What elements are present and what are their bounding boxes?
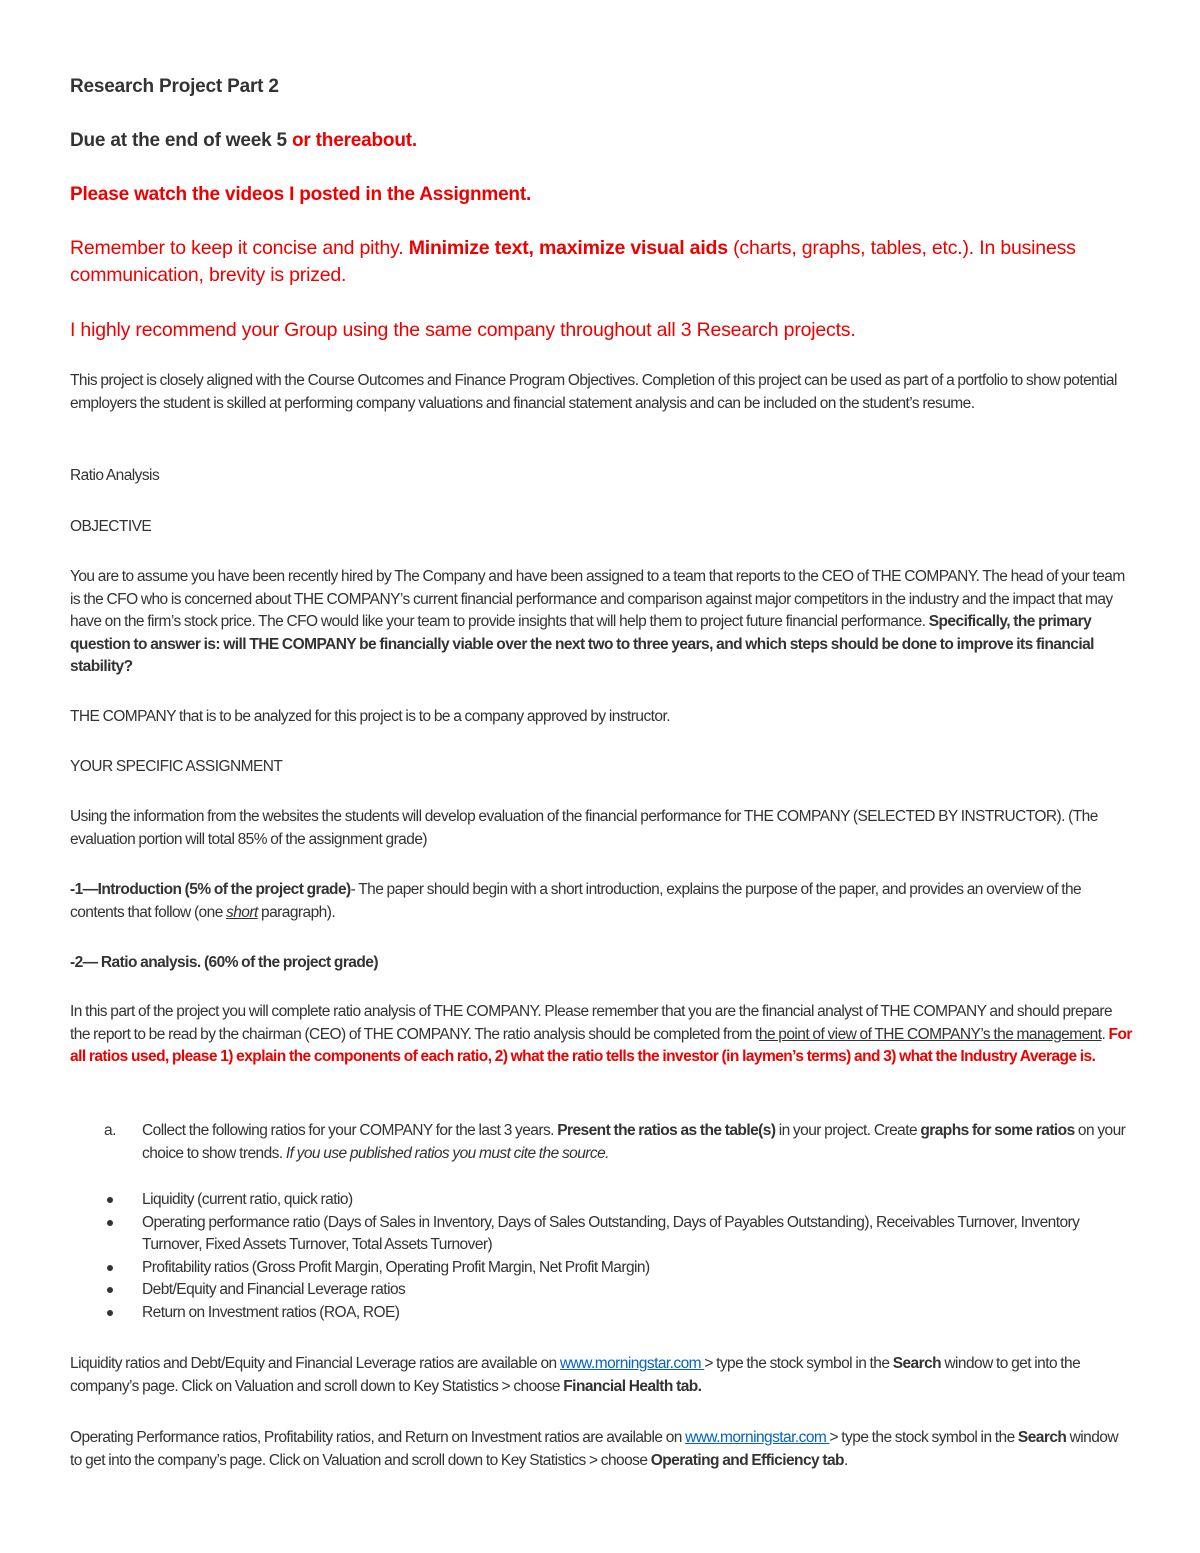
- ratio-analysis-label: Ratio Analysis: [70, 467, 160, 484]
- concise-text-a: Remember to keep it concise and pithy.: [70, 237, 409, 259]
- using-paragraph: Using the information from the websites the students will develop evaluation of the financial performance for THE COMPANY (SELECTED BY INSTRUCTOR). (The evaluation portion will total 85% of the assignment grade): [70, 808, 1098, 848]
- item-a-b2: graphs for some ratios: [920, 1122, 1075, 1139]
- item-a-text: [142, 1120, 1132, 1165]
- intro-paragraph: This project is closely aligned with the Course Outcomes and Finance Program Objectives. Completion of this project can be used as part of a portfolio to show potential employers the student is skilled at performing company valuations and financial statement analysis and can be included on the student’s resume.: [70, 372, 1117, 412]
- liquidity-paragraph: [70, 1353, 1132, 1398]
- concise-text-c: (charts, graphs, tables, etc.). In business communication, brevity is prized.: [70, 237, 1076, 286]
- inthis-text-b: .: [1101, 1025, 1109, 1043]
- item-a-t2: in your project. Create: [775, 1122, 921, 1139]
- recommend-note: I highly recommend your Group using the same company throughout all 3 Research projects.: [70, 319, 856, 341]
- inthis-paragraph: [70, 1001, 1132, 1069]
- item-a-marker: a.: [104, 1122, 116, 1139]
- document-title: Research Project Part 2: [70, 76, 279, 97]
- bullet-text: Operating performance ratio (Days of Sales in Inventory, Days of Sales Outstanding, Days of Payables Outstanding), Receivables Turnover, Inventory Turnover, Fixed Assets Turnover, Total Assets Turnover): [142, 1213, 1080, 1253]
- bullet-text: Return on Investment ratios (ROA, ROE): [142, 1303, 400, 1321]
- item-a-cite-note: If you use published ratios you must cite the source.: [285, 1144, 609, 1162]
- liquidity-text-b: > type the stock symbol in the: [704, 1355, 893, 1372]
- inthis-red-instructions: For all ratios used, please 1) explain the components of each ratio, 2) what the ratio tells the investor (in laymen’s terms) and 3) what the Industry Average is.: [70, 1025, 1132, 1065]
- assignment-heading: YOUR SPECIFIC ASSIGNMENT: [70, 758, 283, 775]
- operating-paragraph: [70, 1427, 1132, 1472]
- liquidity-search-word: Search: [892, 1355, 942, 1372]
- part2-heading-text: -2— Ratio analysis. (60% of the project grade): [70, 954, 378, 971]
- operating-text-a: Operating Performance ratios, Profitability ratios, and Return on Investment ratios are available on: [70, 1429, 686, 1446]
- bullet-text: Profitability ratios (Gross Profit Margin, Operating Profit Margin, Net Profit Margin): [142, 1258, 650, 1276]
- watch-videos-note: Please watch the videos I posted in the Assignment.: [70, 184, 532, 205]
- list-item: [70, 1279, 1132, 1302]
- part1-paragraph: [70, 879, 1132, 924]
- bullet-icon: [107, 1287, 113, 1293]
- morningstar-link[interactable]: www.morningstar.com: [559, 1355, 705, 1372]
- bullet-icon: [107, 1197, 113, 1203]
- objective-question: Specifically, the primary question to answer is: will THE COMPANY be financially viable over the next two to three years, and which steps should be done to improve its financial stability?: [70, 613, 1094, 675]
- operating-text-b: > type the stock symbol in the: [829, 1429, 1018, 1446]
- item-a-t3: on your choice to show trends.: [142, 1122, 1126, 1162]
- company-line: THE COMPANY that is to be analyzed for this project is to be a company approved by instructor.: [70, 708, 671, 725]
- part1-short: short: [226, 903, 258, 921]
- liquidity-text-c: window to get into the company’s page. Click on Valuation and scroll down to Key Statistics > choose: [70, 1355, 1081, 1395]
- concise-bold: Minimize text, maximize visual aids: [408, 237, 728, 259]
- bullet-text: Debt/Equity and Financial Leverage ratios: [142, 1281, 406, 1298]
- part1-heading: -1—Introduction (5% of the project grade): [70, 881, 351, 898]
- item-a-b1: Present the ratios as the table(s): [557, 1122, 776, 1139]
- inthis-underlined: he point of view of THE COMPANY’s the management: [758, 1025, 1102, 1043]
- item-a-t1: Collect the following ratios for your COMPANY for the last 3 years.: [142, 1122, 558, 1139]
- operating-text-d: .: [843, 1451, 848, 1469]
- due-line: [70, 128, 1132, 154]
- ratio-bullet-list: [70, 1189, 1132, 1324]
- bullet-text: Liquidity (current ratio, quick ratio): [142, 1191, 353, 1208]
- list-item: [70, 1189, 1132, 1212]
- part2-heading: [70, 952, 1132, 975]
- concise-note: [70, 235, 1132, 289]
- objective-paragraph: [70, 566, 1132, 679]
- financial-health-tab-label: Financial Health tab.: [563, 1377, 702, 1395]
- bullet-icon: [107, 1220, 113, 1226]
- objective-heading: OBJECTIVE: [70, 518, 152, 535]
- list-item: [70, 1257, 1132, 1280]
- operating-efficiency-tab-label: Operating and Efficiency tab: [650, 1451, 844, 1469]
- objective-text: You are to assume you have been recently hired by The Company and have been assigned to a team that reports to the CEO of THE COMPANY. The head of your team is the CFO who is concerned about THE COMPANY’s current financial performance and comparison against major competitors in the industry and the impact that may have on the firm’s stock price. The CFO would like your team to provide insights that will help them to project future financial performance.: [70, 568, 1125, 630]
- part1-text-a: - The paper should begin with a short introduction, explains the purpose of the paper, and provides an overview of the contents that follow (one: [70, 881, 1082, 921]
- item-a: [104, 1120, 1132, 1165]
- list-item: [70, 1212, 1132, 1257]
- operating-text-c: window to get into the company’s page. Click on Valuation and scroll down to Key Statistics > choose: [70, 1429, 1118, 1469]
- due-red-text: or thereabout.: [292, 130, 417, 151]
- part1-text-b: paragraph).: [257, 903, 336, 921]
- liquidity-text-a: Liquidity ratios and Debt/Equity and Financial Leverage ratios are available on: [70, 1355, 560, 1372]
- bullet-icon: [107, 1310, 113, 1316]
- operating-search-word: Search: [1017, 1429, 1067, 1446]
- list-item: [70, 1302, 1132, 1325]
- due-text: Due at the end of week 5: [70, 130, 292, 151]
- inthis-text-a: In this part of the project you will complete ratio analysis of THE COMPANY. Please remember that you are the financial analyst of THE COMPANY and should prepare the report to be read by the chairman (CEO) of THE COMPANY. The ratio analysis should be completed from t: [70, 1003, 1113, 1043]
- morningstar-link[interactable]: www.morningstar.com: [685, 1429, 830, 1446]
- bullet-icon: [107, 1265, 113, 1271]
